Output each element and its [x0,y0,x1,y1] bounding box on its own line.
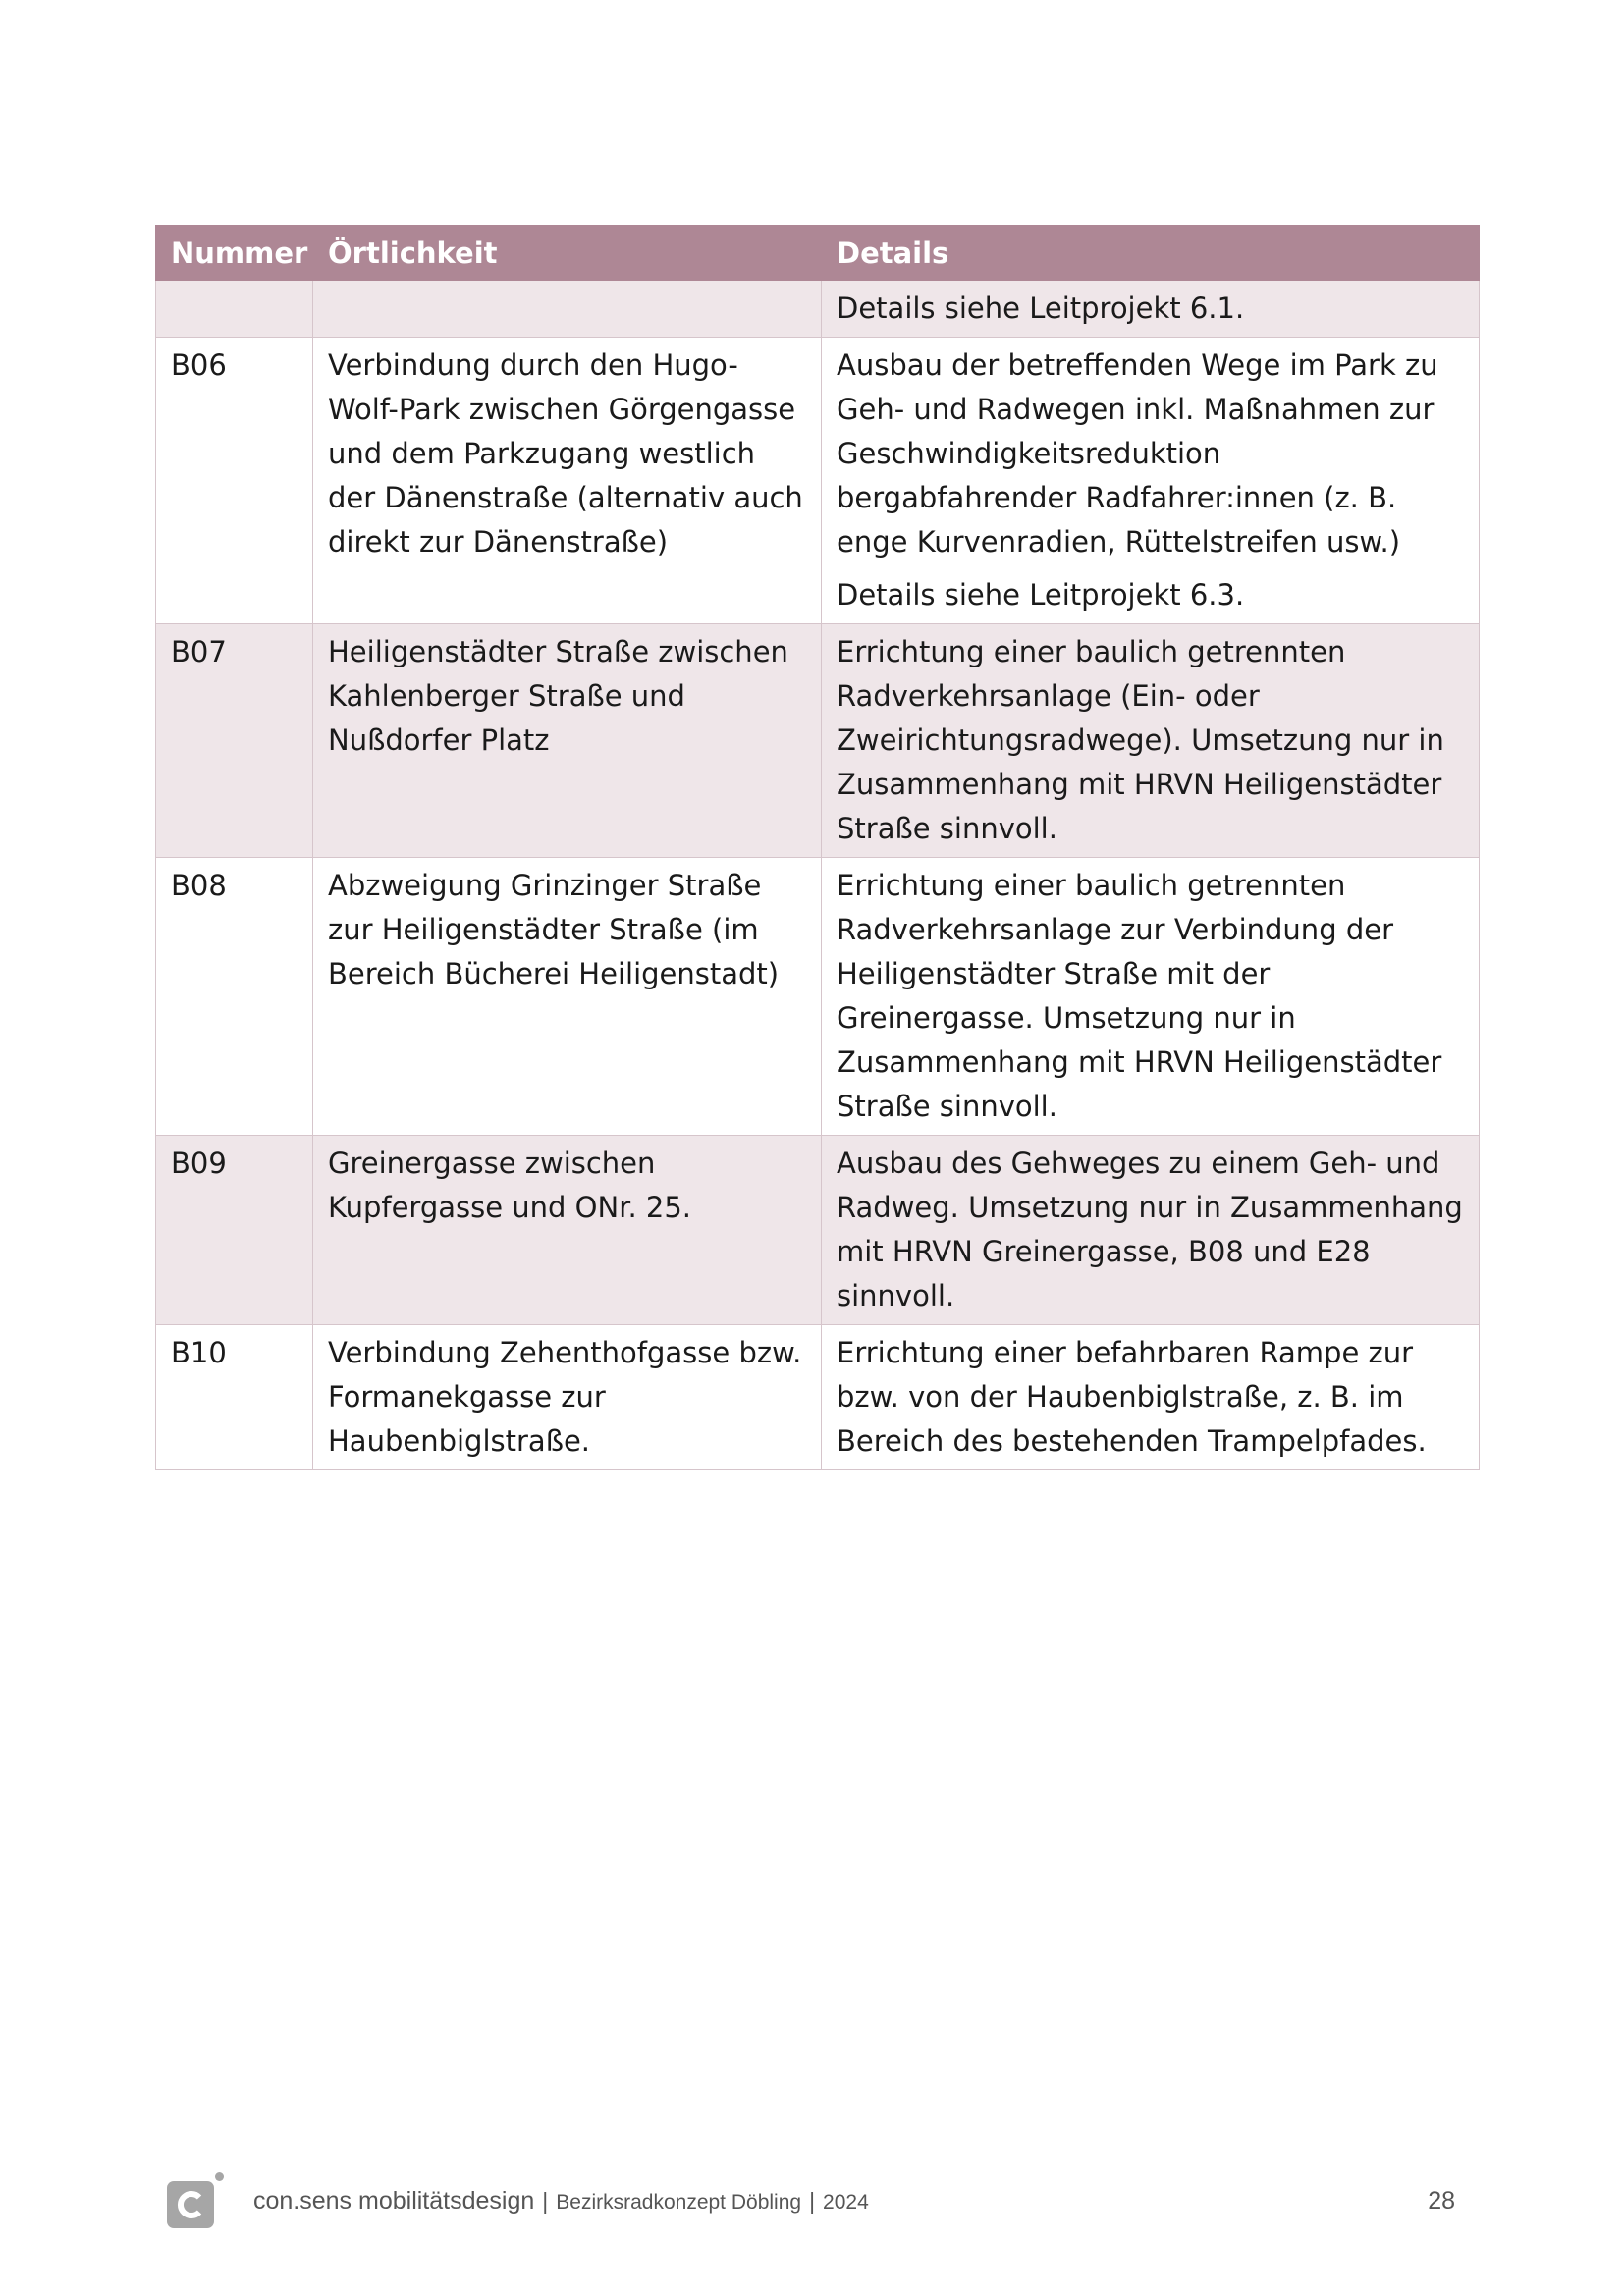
cell-details [822,858,1480,1136]
cell-details [822,338,1480,624]
measures-table-container [155,225,1479,1470]
table-row [156,858,1480,1136]
cell-nummer: B08 [156,858,313,1136]
cell-details [822,281,1480,338]
page-number: 28 [1428,2187,1455,2215]
measures-table [155,225,1480,1470]
footer-company: con.sens mobilitätsdesign [253,2187,535,2215]
cell-oertlichkeit: Verbindung durch den Hugo-Wolf-Park zwischen Görgengasse und dem Parkzugang westlich der Dänenstraße (alternativ auch direkt zur Dänenstraße) [313,338,822,624]
cell-oertlichkeit: Abzweigung Grinzinger Straße zur Heiligenstädter Straße (im Bereich Bücherei Heiligenstadt) [313,858,822,1136]
header-nummer: Nummer [156,226,313,281]
cell-nummer: B10 [156,1325,313,1470]
cell-oertlichkeit: Greinergasse zwischen Kupfergasse und ONr. 25. [313,1136,822,1325]
details-paragraph: Details siehe Leitprojekt 6.3. [837,578,1245,612]
details-paragraph: Details siehe Leitprojekt 6.1. [837,292,1245,325]
cell-details [822,624,1480,858]
footer-year: 2024 [823,2191,869,2214]
cell-oertlichkeit: Verbindung Zehenthofgasse bzw. Formanekgasse zur Haubenbiglstraße. [313,1325,822,1470]
table-row [156,1325,1480,1470]
cell-nummer: B07 [156,624,313,858]
table-row [156,624,1480,858]
table-row [156,338,1480,624]
table-row [156,1136,1480,1325]
footer-separator: | [542,2188,549,2214]
cell-oertlichkeit: Heiligenstädter Straße zwischen Kahlenberger Straße und Nußdorfer Platz [313,624,822,858]
logo-dot [215,2172,224,2181]
cell-nummer [156,281,313,338]
cell-details [822,1136,1480,1325]
footer-text [253,2187,869,2216]
details-paragraph: Errichtung einer baulich getrennten Radverkehrsanlage zur Verbindung der Heiligenstädter Straße mit der Greinergasse. Umsetzung nur in Zusammenhang mit HRVN Heiligenstädter Straße sinnvoll. [837,869,1442,1123]
footer-separator: | [809,2188,816,2214]
header-details: Details [822,226,1480,281]
cell-nummer: B06 [156,338,313,624]
table-row [156,281,1480,338]
details-paragraph: Ausbau des Gehweges zu einem Geh- und Radweg. Umsetzung nur in Zusammenhang mit HRVN Greinergasse, B08 und E28 sinnvoll. [837,1147,1463,1312]
details-paragraph: Ausbau der betreffenden Wege im Park zu Geh- und Radwegen inkl. Maßnahmen zur Geschwindigkeitsreduktion bergabfahrender Radfahrer:innen (z. B. enge Kurvenradien, Rüttelstreifen usw.) [837,348,1438,559]
footer-project: Bezirksradkonzept Döbling [556,2191,802,2214]
cell-details [822,1325,1480,1470]
cell-oertlichkeit [313,281,822,338]
header-oertlichkeit: Örtlichkeit [313,226,822,281]
details-paragraph: Errichtung einer befahrbaren Rampe zur bzw. von der Haubenbiglstraße, z. B. im Bereich des bestehenden Trampelpfades. [837,1336,1427,1458]
details-paragraph: Errichtung einer baulich getrennten Radverkehrsanlage (Ein- oder Zweirichtungsradwege). Umsetzung nur in Zusammenhang mit HRVN Heiligenstädter Straße sinnvoll. [837,635,1444,845]
table-header-row [156,226,1480,281]
con-sens-logo-icon [167,2181,214,2228]
cell-nummer: B09 [156,1136,313,1325]
